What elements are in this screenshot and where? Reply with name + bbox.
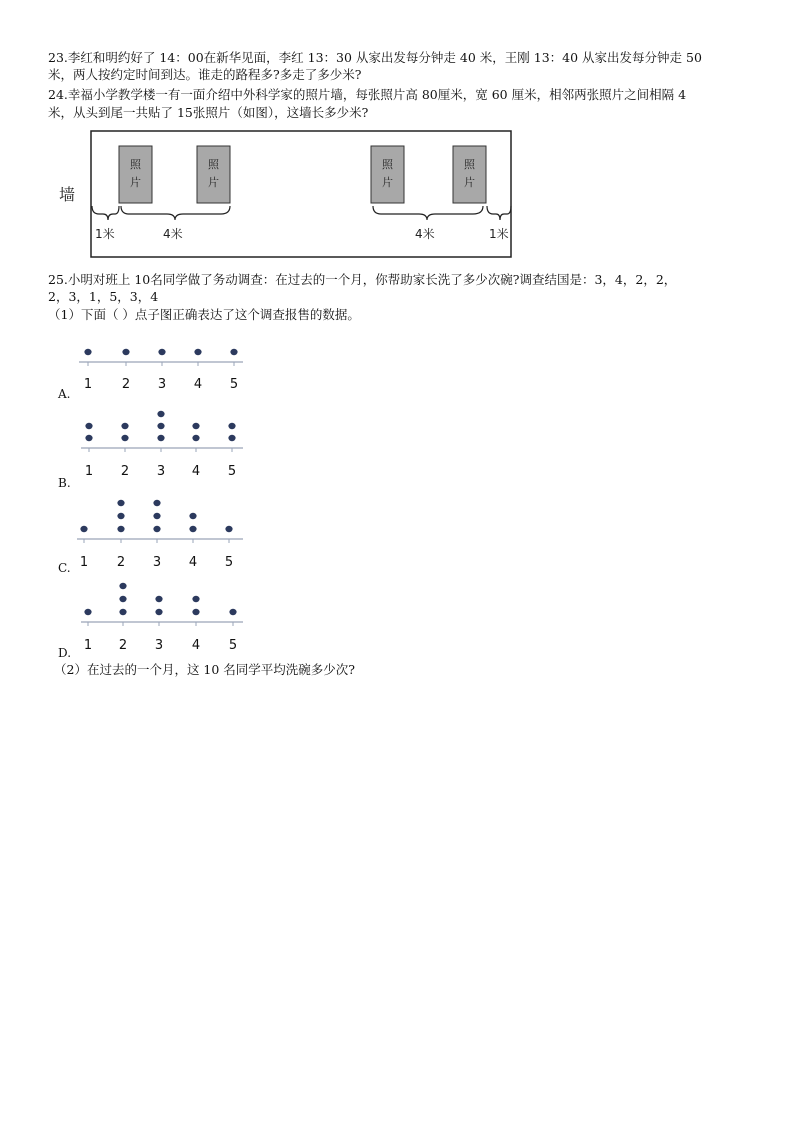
plot-axis-label: 5: [227, 464, 237, 479]
plot-dot: [192, 423, 199, 429]
plot-dot: [121, 435, 128, 441]
plot-axis-label: 4: [188, 555, 198, 570]
wall-border: [91, 131, 511, 257]
photo-2: [197, 146, 230, 203]
label-1m-right: 1米: [489, 227, 509, 241]
dot-plot-c: [75, 490, 250, 570]
photo-4-label-a: 照: [464, 158, 475, 171]
plot-dot: [155, 596, 162, 602]
dot-plot-b: [75, 400, 250, 482]
photo-1-label-a: 照: [130, 158, 141, 171]
label-4m-right: 4米: [415, 227, 435, 241]
plot-axis-label: 1: [83, 638, 93, 653]
plot-dot: [228, 435, 235, 441]
plot-dot: [229, 609, 236, 615]
plot-dot: [192, 596, 199, 602]
photo-3-label-b: 片: [382, 176, 393, 189]
brace-1m-left: [92, 206, 119, 220]
q24-line2: 米，从头到尾一共贴了 15张照片（如图），这墙长多少米?: [48, 105, 369, 120]
plot-axis-label: 5: [224, 555, 234, 570]
plot-dot: [85, 435, 92, 441]
plot-dot: [155, 609, 162, 615]
plot-dot: [153, 500, 160, 506]
plot-axis-label: 2: [118, 638, 128, 653]
plot-dot: [84, 609, 91, 615]
option-d-label[interactable]: D.: [58, 646, 72, 660]
label-1m-left: 1米: [95, 227, 115, 241]
brace-1m-right: [487, 206, 511, 220]
q25-sub1: （1）下面（ ）点子图正确表达了这个调查报售的数据。: [48, 307, 360, 322]
plot-axis-label: 5: [229, 377, 239, 392]
plot-axis-label: 1: [84, 464, 94, 479]
plot-axis-label: 3: [156, 464, 166, 479]
plot-dot: [84, 349, 91, 355]
plot-axis-label: 3: [157, 377, 167, 392]
plot-axis-label: 4: [191, 464, 201, 479]
plot-axis-label: 5: [228, 638, 238, 653]
dot-plot-a: [75, 338, 250, 393]
photo-1: [119, 146, 152, 203]
plot-dot: [119, 609, 126, 615]
q25-line1: 25.小明对班上 10名同学做了务动调查：在过去的一个月，你帮助家长洗了多少次碗?调查结国是：3，4，2，2，: [48, 272, 677, 287]
plot-dot: [157, 435, 164, 441]
plot-dot: [85, 423, 92, 429]
photo-2-label-a: 照: [208, 158, 219, 171]
plot-axis-label: 2: [120, 464, 130, 479]
option-b-label[interactable]: B.: [58, 476, 71, 490]
photo-4: [453, 146, 486, 203]
plot-dot: [119, 583, 126, 589]
label-4m-left: 4米: [163, 227, 183, 241]
plot-dot: [189, 526, 196, 532]
plot-dot: [189, 513, 196, 519]
photo-3: [371, 146, 404, 203]
plot-axis-label: 2: [116, 555, 126, 570]
plot-dot: [153, 513, 160, 519]
q23-line2: 米，两人按约定时间到达。谁走的路程多?多走了多少米?: [48, 67, 362, 82]
option-c-label[interactable]: C.: [58, 561, 71, 575]
q25-sub2: （2）在过去的一个月，这 10 名同学平均洗碗多少次?: [54, 662, 356, 677]
q25-line2: 2，3，1，5，3，4: [48, 289, 159, 304]
plot-dot: [192, 435, 199, 441]
plot-dot: [153, 526, 160, 532]
option-a-label[interactable]: A.: [58, 387, 71, 401]
plot-axis-label: 1: [79, 555, 89, 570]
plot-dot: [157, 411, 164, 417]
plot-axis-label: 4: [193, 377, 203, 392]
plot-axis-label: 1: [83, 377, 93, 392]
plot-dot: [230, 349, 237, 355]
plot-dot: [194, 349, 201, 355]
plot-dot: [158, 349, 165, 355]
plot-dot: [117, 526, 124, 532]
wall-label: 墙: [59, 185, 76, 204]
plot-dot: [117, 500, 124, 506]
photo-1-label-b: 片: [130, 176, 141, 189]
plot-dot: [117, 513, 124, 519]
plot-axis-label: 3: [152, 555, 162, 570]
q23-line1: 23.李红和明约好了 14：00在新华见面，李红 13：30 从家出发每分钟走 40 米，王刚 13：40 从家出发每分钟走 50: [48, 50, 702, 65]
q24-line1: 24.幸福小学教学楼一有一面介绍中外科学家的照片墙，每张照片高 80厘米，宽 60 厘米，相邻两张照片之间相隔 4: [48, 87, 687, 102]
plot-axis-label: 2: [121, 377, 131, 392]
plot-dot: [121, 423, 128, 429]
wall-figure: [55, 128, 520, 263]
dot-plot-d: [75, 573, 250, 653]
plot-dot: [122, 349, 129, 355]
plot-dot: [228, 423, 235, 429]
plot-dot: [192, 609, 199, 615]
plot-dot: [119, 596, 126, 602]
plot-dot: [225, 526, 232, 532]
brace-4m-right: [373, 206, 483, 220]
photo-4-label-b: 片: [464, 176, 475, 189]
plot-axis-label: 3: [154, 638, 164, 653]
plot-axis-label: 4: [191, 638, 201, 653]
photo-3-label-a: 照: [382, 158, 393, 171]
plot-dot: [157, 423, 164, 429]
brace-4m-left: [121, 206, 230, 220]
plot-dot: [80, 526, 87, 532]
photo-2-label-b: 片: [208, 176, 219, 189]
